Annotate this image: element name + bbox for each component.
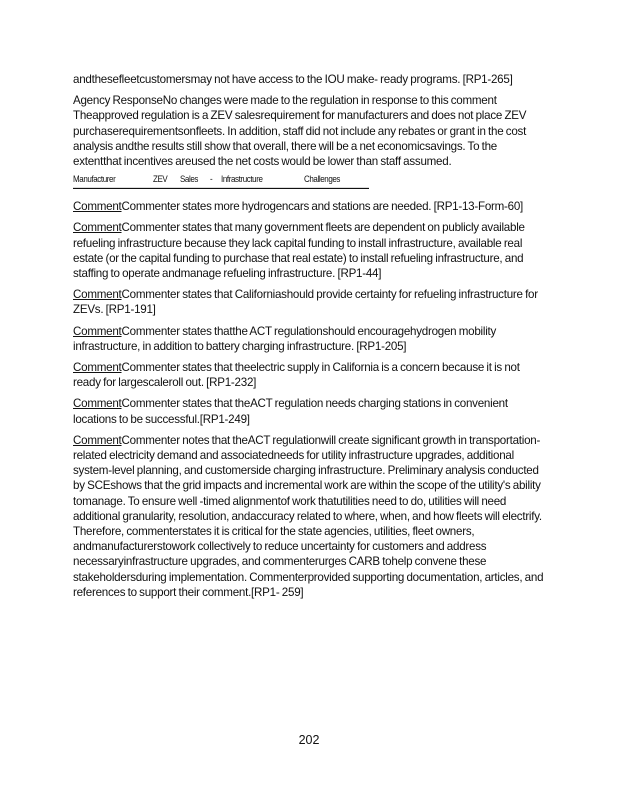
- comment-text: Commenter notes that theACT regulationwill create significant growth in transportation-related electricity demand and associatedneeds for utility infrastructure upgrades, additional system-level planning, and customerside charging infrastructure. Preliminary analysis conducted by SCEshows that the grid impacts and incremental work are within the scope of the utility's ability tomanage. To ensure well -timed alignmentof work thatutilities need to do, utilities will need additional granularity, resolution, andaccuracy related to where, when, and how fleets will electrify. Therefore, commenterstates it is critical for the state agencies, utilities, fleet owners, andmanufacturerstowork collectively to reduce uncertainty for customers and address necessaryinfrastructure upgrades, and commenterurges CARB tohelp convene these stakeholdersduring implementation. Commenterprovided supporting documentation, articles, and references to support their comment.[RP1- 259]: [73, 433, 544, 599]
- comment-paragraph: [73, 220, 545, 281]
- header-manufacturer: Manufacturer: [73, 174, 116, 185]
- comment-paragraph: [73, 324, 545, 354]
- comment-label: Comment: [73, 288, 122, 302]
- comment-label: Comment: [73, 200, 122, 214]
- header-challenges: Challenges: [304, 174, 341, 185]
- comment-label: Comment: [73, 361, 122, 375]
- comment-text: Commenter states that many government fleets are dependent on publicly available refueling infrastructure because they lack capital funding to install infrastructure, available real estate (or the capital funding to purchase that real estate) to install refueling infrastructure, and staffing to operate andmanage refueling infrastructure. [RP1-44]: [73, 221, 525, 281]
- comment-text: Commenter states thatthe ACT regulationshould encouragehydrogen mobility infrastructure, in addition to battery charging infrastructure. [RP1-205]: [73, 324, 497, 353]
- comment-paragraph: [73, 433, 545, 600]
- comment-paragraph: [73, 287, 545, 317]
- document-page: [73, 72, 545, 606]
- comment-paragraph: [73, 199, 545, 214]
- header-dash: -: [210, 174, 213, 185]
- comment-label: Comment: [73, 221, 122, 235]
- comment-text: Commenter states that theACT regulation needs charging stations in convenient locations to be successful.[RP1-249]: [73, 397, 508, 426]
- comment-paragraph: [73, 396, 545, 426]
- page-number: 202: [298, 733, 320, 747]
- header-infrastructure: Infrastructure: [221, 174, 263, 185]
- comment-paragraph: [73, 360, 545, 390]
- comment-text: Commenter states that Californiashould provide certainty for refueling infrastructure for ZEVs. [RP1-191]: [73, 288, 538, 317]
- header-zev: ZEV: [153, 174, 168, 185]
- table-header: [73, 173, 369, 189]
- agency-response-paragraph: Agency ResponseNo changes were made to the regulation in response to this comment Theapproved regulation is a ZEV salesrequirement for manufacturers and does not place ZEV purchaserequirementsonfleets. In addition, staff did not include any rebates or grant in the cost analysis andthe results still show that overall, there will be a net economicsavings. To the extentthat incentives areused the net costs would be lower than staff assumed.: [73, 94, 527, 169]
- comment-text: Commenter states that theelectric supply in California is a concern because it is not ready for largescaleroll out. [RP1-232]: [73, 361, 520, 390]
- comment-label: Comment: [73, 397, 122, 411]
- header-sales: Sales: [180, 174, 199, 185]
- comment-label: Comment: [73, 324, 122, 338]
- intro-paragraph: andthesefleetcustomersmay not have access to the IOU make- ready programs. [RP1-265]: [73, 73, 513, 86]
- comment-text: Commenter states more hydrogencars and stations are needed. [RP1-13-Form-60]: [121, 200, 524, 214]
- comment-label: Comment: [73, 433, 122, 447]
